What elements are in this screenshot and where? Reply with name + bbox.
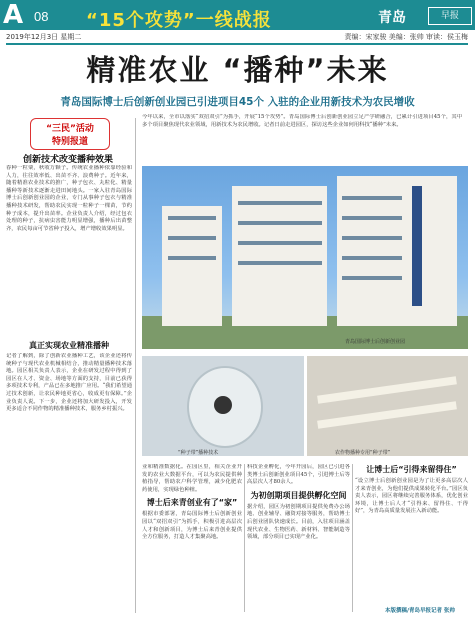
column-2	[142, 464, 242, 612]
sub-headline: 青岛国际博士后创新创业园已引进项目45个 入驻的企业用新技术为农民增收	[60, 96, 415, 108]
issue-date: 2019年12月3日 星期二	[6, 33, 82, 41]
page-header-bar	[0, 0, 475, 30]
seed-tape-closeup-photo	[307, 356, 468, 456]
seed-tape-spool-photo	[142, 356, 304, 456]
column-2-text: 业和精准数据化。在园区里，相关企业开发的农业大数据平台，可以为农民提供种植指导，帮助农户科学管理，减少化肥农药使用，实现绿色种植。	[142, 464, 242, 493]
column-3	[247, 464, 350, 612]
photo-caption-right: 农作物播种专用“种子带”	[335, 450, 391, 456]
photo-caption-left: “种子带”播种技术	[178, 450, 219, 456]
badge-line-2: 特别报道	[51, 137, 88, 147]
section-title: “15个攻势”一线战报	[86, 10, 272, 31]
photo-caption: 青岛国际博士后创新创业园	[345, 339, 406, 345]
column-4-text: “设立博士后创新创业园是为了让更多高层次人才来青创业，为他们提供成果转化平台。”园区负责人表示，园区将继续完善服务体系，优化创业环境，让博士后人才“引得来、留得住、干得好”，为青岛高质量发展注入新动能。	[355, 478, 468, 515]
newspaper-logo-sub: 早报	[428, 7, 472, 25]
header-rule	[6, 43, 468, 45]
column-divider	[135, 118, 136, 613]
column-4	[355, 464, 468, 612]
byline: 本版撰稿/青岛早报记者 张帅	[385, 608, 455, 614]
editor-credits: 责编：宋家骏 美编：张帅 审读：侯玉梅	[344, 33, 468, 41]
left-column-text-2: 记者了解到，除了创新农业播种工艺，该企业还将传统种子与现代农业机械相结合，推动精量播种技术落地。园区相关负责人表示，企业在研发过程中得到了园区在人才、资金、场地等方面的支持，目前已获得多项技术专利，产品已在多地推广应用。“我们希望通过技术创新，让农民种地更省心，收成更有保障。”企业负责人说。下一步，企业还将加大研发投入，开发更多适合不同作物的精准播种技术，服务乡村振兴。	[6, 353, 132, 413]
badge-line-1: “三民”活动	[46, 124, 94, 134]
page-number: 08	[34, 9, 49, 24]
building-photo	[142, 166, 468, 349]
column-divider	[352, 464, 353, 612]
column-2-text-2: 根据市委部署，青岛国际博士后创新创业园以“双招双引”为抓手，积极引进高层次人才和创新项目，为博士后来青创业提供全方位服务，打造人才集聚高地。	[142, 511, 242, 541]
left-subheading: 真正实现农业精准播种	[29, 341, 109, 350]
section-letter: A	[3, 0, 24, 30]
article-intro: 今年以来，全市以落实“双招双引”为抓手，开展“15个攻势”。青岛国际博士后创新创业园立足产学研融合，已累计引进项目45个，其中多个项目聚焦现代农业领域，用新技术为农民增收。记者日前走进园区，探访这些企业如何用科技“播种”未来。	[142, 114, 462, 128]
column-divider	[244, 464, 245, 612]
column-3-heading: 为初创期项目提供孵化空间	[250, 490, 347, 500]
column-4-heading: 让博士后“引得来留得住”	[366, 465, 457, 474]
main-headline: 精准农业 “播种”未来	[86, 53, 389, 87]
column-3-text: 科技企业孵化，今年开园后，园区已引进各类博士后创新创业项目45个，引进博士后等高层次人才80余人。	[247, 464, 350, 486]
left-column-heading: 创新技术改变播种效果	[22, 155, 113, 165]
newspaper-logo: 青岛	[378, 10, 406, 26]
column-3-text-2: 据介绍，园区为初创期项目提供免费办公场地、创业辅导、融资对接等服务，帮助博士后创业团队快速成长。目前，入驻项目涵盖现代农业、生物医药、新材料、智能制造等领域，部分项目已实现产业化。	[247, 503, 350, 541]
column-2-heading: 博士后来青创业有了“家”	[146, 498, 238, 508]
left-column-text: 春种一粒粟，秋收万颗子。传统农业播种依靠经验和人力，往往效率低、出苗不齐、浪费种子。近年来，随着精准农业技术的推广，种子包衣、丸粒化、精量播种等新技术逐渐走进田间地头。一家入驻青岛国际博士后创新创业园的企业，专门从事种子包衣与精准播种技术研发，帮助农民实现一粒种子一棵苗，节约种子成本，提升出苗率。企业负责人介绍，经过包衣处理的种子，抗病虫害能力明显增强，播种后出苗整齐，农民每亩可节省种子投入，增产增收效果明显。	[6, 165, 132, 232]
special-report-badge	[30, 118, 110, 150]
